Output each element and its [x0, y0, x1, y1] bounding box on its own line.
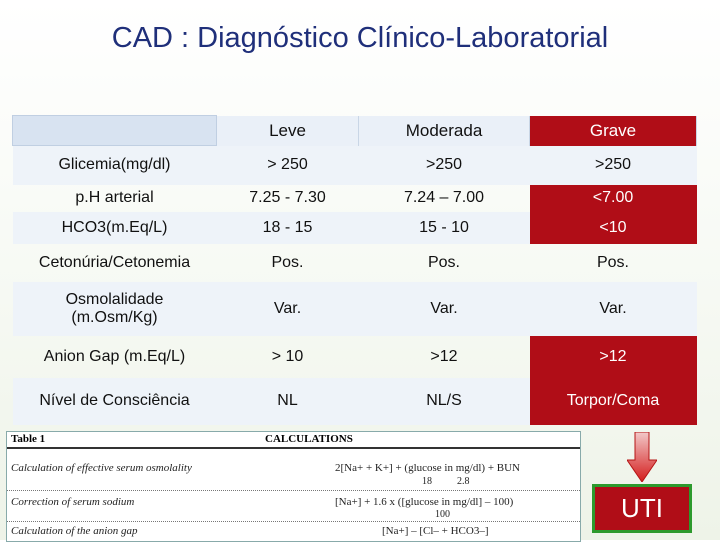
table-row — [13, 336, 697, 378]
calculations-heading: CALCULATIONS — [265, 433, 353, 445]
calculations-header — [7, 432, 580, 449]
calc-formula-denominator: 100 — [435, 509, 450, 520]
row-label: Osmolalidade (m.Osm/Kg) — [13, 282, 217, 336]
cell-moderada: Pos. — [427, 253, 460, 271]
cell-leve: > 250 — [217, 146, 359, 185]
cell-moderada: 15 - 10 — [359, 212, 530, 244]
table-label: Table 1 — [11, 433, 46, 445]
cell-grave: Torpor/Coma — [530, 378, 697, 425]
table-header-row — [13, 116, 697, 146]
divider — [7, 490, 580, 491]
header-grave: Grave — [530, 116, 697, 146]
cell-moderada: 7.24 – 7.00 — [403, 189, 485, 206]
page-title: CAD : Diagnóstico Clínico-Laboratorial — [111, 22, 609, 54]
calc-formula: [Na+] – [Cl– + HCO3–] — [382, 525, 489, 537]
cell-grave: <10 — [530, 212, 697, 244]
calc-label: Calculation of the anion gap — [11, 525, 138, 537]
cell-leve: > 10 — [271, 347, 304, 365]
divider — [7, 521, 580, 522]
severity-table — [12, 115, 697, 425]
cell-leve: Pos. — [271, 253, 304, 271]
cell-moderada: NL/S — [359, 378, 530, 425]
cell-grave: >12 — [530, 336, 697, 378]
row-label: Cetonúria/Cetonemia — [38, 253, 191, 271]
cell-grave: >250 — [530, 146, 697, 185]
cell-leve: NL — [217, 378, 359, 425]
calculations-table — [6, 431, 581, 542]
row-label: HCO3(m.Eq/L) — [13, 212, 217, 244]
cell-grave: Var. — [530, 282, 697, 336]
row-label: Nível de Consciência — [13, 378, 217, 425]
calc-label: Correction of serum sodium — [11, 496, 135, 508]
cell-leve: 7.25 - 7.30 — [249, 189, 326, 206]
table-row — [13, 185, 697, 212]
cell-moderada: >250 — [359, 146, 530, 185]
calc-formula: [Na+] + 1.6 x ([glucose in mg/dl] – 100) — [335, 496, 514, 508]
down-arrow-icon — [627, 432, 657, 482]
row-label: p.H arterial — [75, 189, 154, 206]
calc-formula-denominator: 18 2.8 — [422, 476, 470, 487]
cell-grave: <7.00 — [530, 185, 697, 212]
header-leve: Leve — [217, 116, 359, 146]
uti-badge: UTI — [592, 484, 692, 533]
row-label: Glicemia(mg/dl) — [13, 146, 217, 185]
calc-formula: 2[Na+ + K+] + (glucose in mg/dl) + BUN — [335, 462, 520, 474]
header-moderada: Moderada — [359, 116, 530, 146]
cell-leve: Var. — [217, 282, 359, 336]
table-row — [13, 282, 697, 336]
cell-moderada: Var. — [359, 282, 530, 336]
table-row — [13, 378, 697, 425]
table-row — [13, 244, 697, 282]
cell-grave: Pos. — [596, 253, 629, 271]
table-row — [13, 146, 697, 185]
cell-moderada: >12 — [430, 347, 458, 365]
row-label: Anion Gap (m.Eq/L) — [43, 347, 186, 365]
header-blank-cell — [13, 116, 217, 146]
severity-table-container — [12, 115, 696, 425]
calc-label: Calculation of effective serum osmolality — [11, 462, 192, 474]
table-row — [13, 212, 697, 244]
cell-leve: 18 - 15 — [217, 212, 359, 244]
